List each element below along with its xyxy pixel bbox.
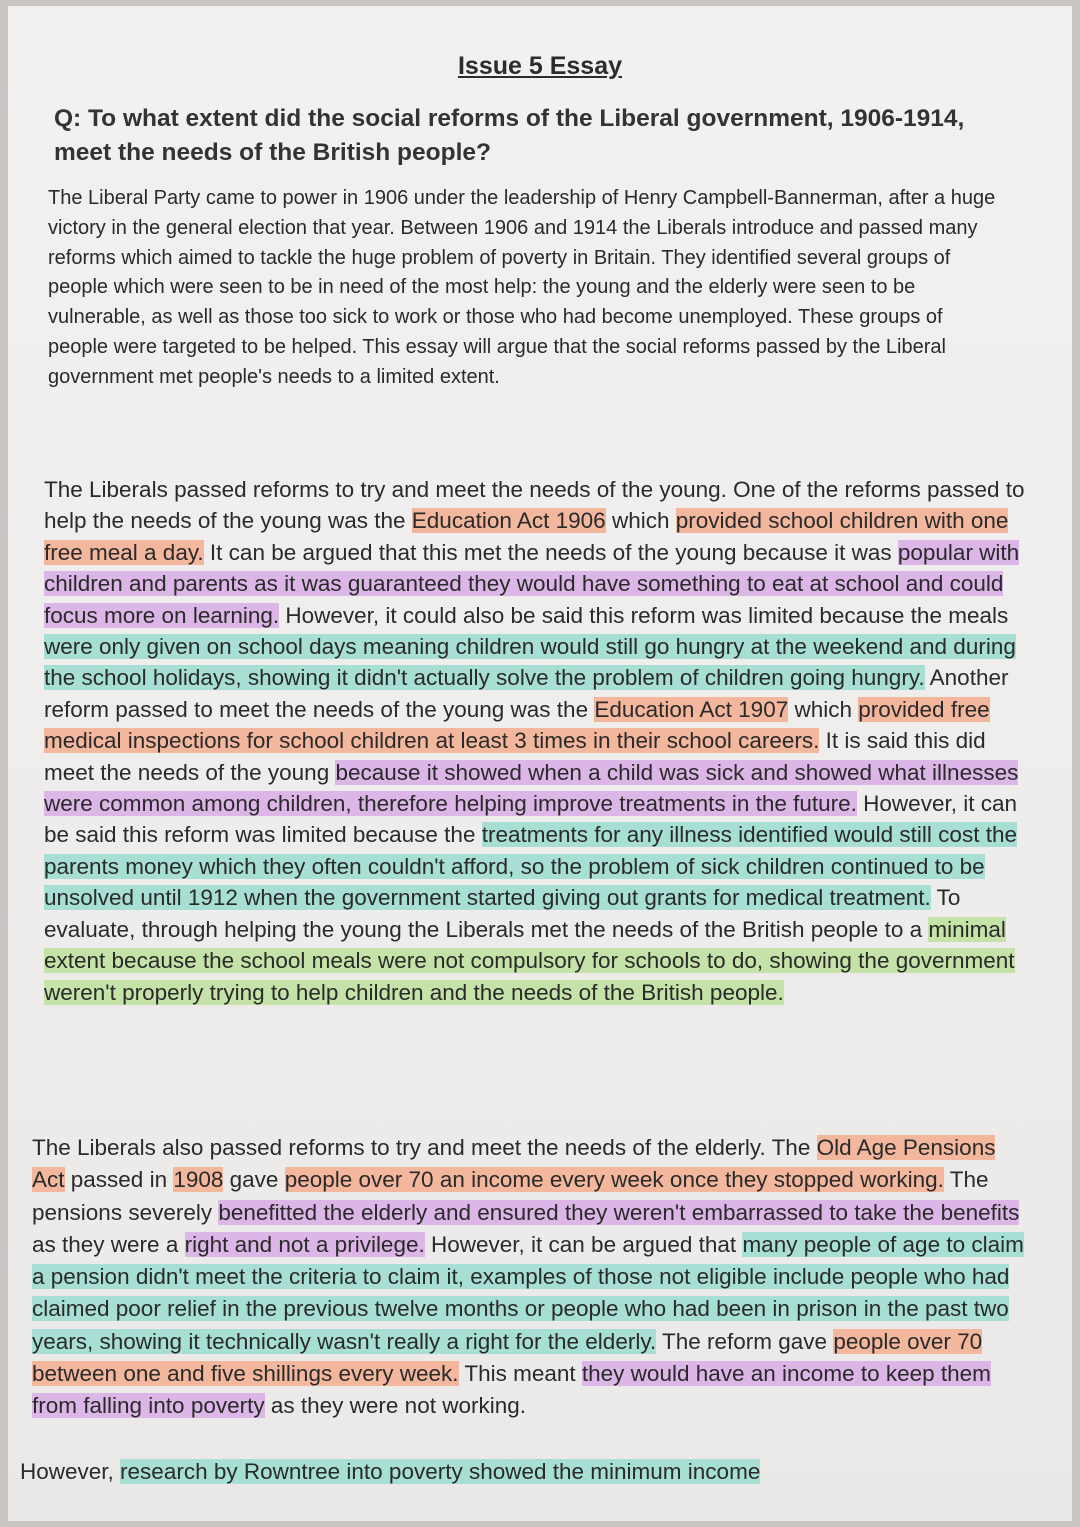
- text-segment: which: [788, 696, 859, 722]
- highlighted-text-orange: provided school children with one free meal a day.: [44, 508, 1009, 565]
- paragraph-elderly: [32, 1132, 1032, 1423]
- highlighted-text-purple: right and not a privilege.: [184, 1231, 425, 1257]
- text-segment: gave: [223, 1167, 285, 1193]
- text-segment: The pensions severely: [32, 1167, 989, 1225]
- text-segment: Another reform passed to meet the needs of the young was the: [44, 665, 1009, 722]
- text-segment: However, it can be argued that: [424, 1231, 743, 1257]
- text-segment: The Liberals also passed reforms to try and meet the needs of the elderly. The: [32, 1135, 817, 1160]
- paragraph-young: [44, 474, 1029, 1008]
- text-segment: This meant: [458, 1361, 582, 1387]
- highlighted-text-teal: research by Rowntree into poverty showed the minimum income: [120, 1459, 761, 1484]
- text-segment: passed in: [64, 1167, 174, 1193]
- paragraph-introduction: [48, 184, 1008, 393]
- text-segment: It is said this did meet the needs of the young: [44, 728, 986, 785]
- text-segment: which: [605, 508, 676, 534]
- highlighted-text-orange: Education Act 1907: [594, 696, 789, 722]
- highlighted-text-teal: were only given on school days meaning children would still go hungry at the weekend and during the school holidays, showing it didn't actually solve the problem of children going hungry.: [44, 634, 1016, 691]
- text-segment: as they were a: [32, 1231, 185, 1257]
- highlighted-text-purple: they would have an income to keep them from falling into poverty: [32, 1361, 991, 1419]
- highlighted-text-purple: popular with children and parents as it was guaranteed they would have something to eat at school and could focus more on learning.: [44, 539, 1020, 628]
- highlighted-text-teal: treatments for any illness identified would still cost the parents money which they often couldn't afford, so the problem of sick children continued to be unsolved until 1912 when the government started giving out grants for medical treatment.: [44, 822, 1017, 911]
- text-segment: However, it can be said this reform was limited because the: [44, 791, 1017, 848]
- text-segment: The Liberals passed reforms to try and meet the needs of the young. One of the reforms passed to help the needs of the young was the: [44, 477, 1025, 534]
- highlighted-text-orange: Old Age Pensions Act: [32, 1135, 996, 1193]
- essay-page: [8, 6, 1072, 1521]
- highlighted-text-purple: benefitted the elderly and ensured they weren't embarrassed to take the benefits: [218, 1199, 1020, 1225]
- text-segment: The Liberal Party came to power in 1906 under the leadership of Henry Campbell-Bannerman, after a huge victory in the general election that year. Between 1906 and 1914 the Liberals introduce and passed many reforms which aimed to tackle the huge problem of poverty in Britain. They identified several groups of people which were seen to be in need of the most help: the young and the elderly were seen to be vulnerable, as well as those too sick to work or those who had become unemployed. These groups of people were targeted to be helped. This essay will argue that the social reforms passed by the Liberal government met people's needs to a limited extent.: [48, 187, 996, 388]
- text-segment: The reform gave: [656, 1328, 834, 1354]
- highlighted-text-orange: people over 70 an income every week once they stopped working.: [284, 1167, 944, 1193]
- text-segment: However, it could also be said this reform was limited because the meals: [279, 602, 1009, 628]
- text-segment: as they were not working.: [264, 1393, 526, 1419]
- highlighted-text-orange: Education Act 1906: [411, 508, 606, 534]
- text-segment: However,: [20, 1459, 121, 1484]
- highlighted-text-orange: 1908: [173, 1167, 224, 1193]
- paragraph-rowntree: [20, 1456, 1030, 1488]
- essay-title: Issue 5 Essay: [457, 52, 622, 80]
- highlighted-text-orange: provided free medical inspections for school children at least 3 times in their school careers.: [44, 696, 990, 754]
- highlighted-text-green: minimal extent because the school meals were not compulsory for schools to do, showing the government weren't properly trying to help children and the needs of the British people.: [44, 916, 1015, 1005]
- highlighted-text-purple: because it showed when a child was sick and showed what illnesses were common among children, therefore helping improve treatments in the future.: [44, 759, 1019, 817]
- highlighted-text-teal: many people of age to claim a pension didn't meet the criteria to claim it, examples of those not eligible include people who had claimed poor relief in the previous twelve months or people who had been in prison in the past two years, showing it technically wasn't really a right for the elderly.: [32, 1231, 1024, 1354]
- text-segment: It can be argued that this met the needs of the young because it was: [203, 539, 898, 565]
- text-segment: To evaluate, through helping the young the Liberals met the needs of the British people to a: [44, 885, 961, 942]
- essay-question: Q: To what extent did the social reforms of the Liberal government, 1906-1914, meet the needs of the British people?: [54, 105, 965, 166]
- highlighted-text-orange: people over 70 between one and five shillings every week.: [32, 1328, 983, 1387]
